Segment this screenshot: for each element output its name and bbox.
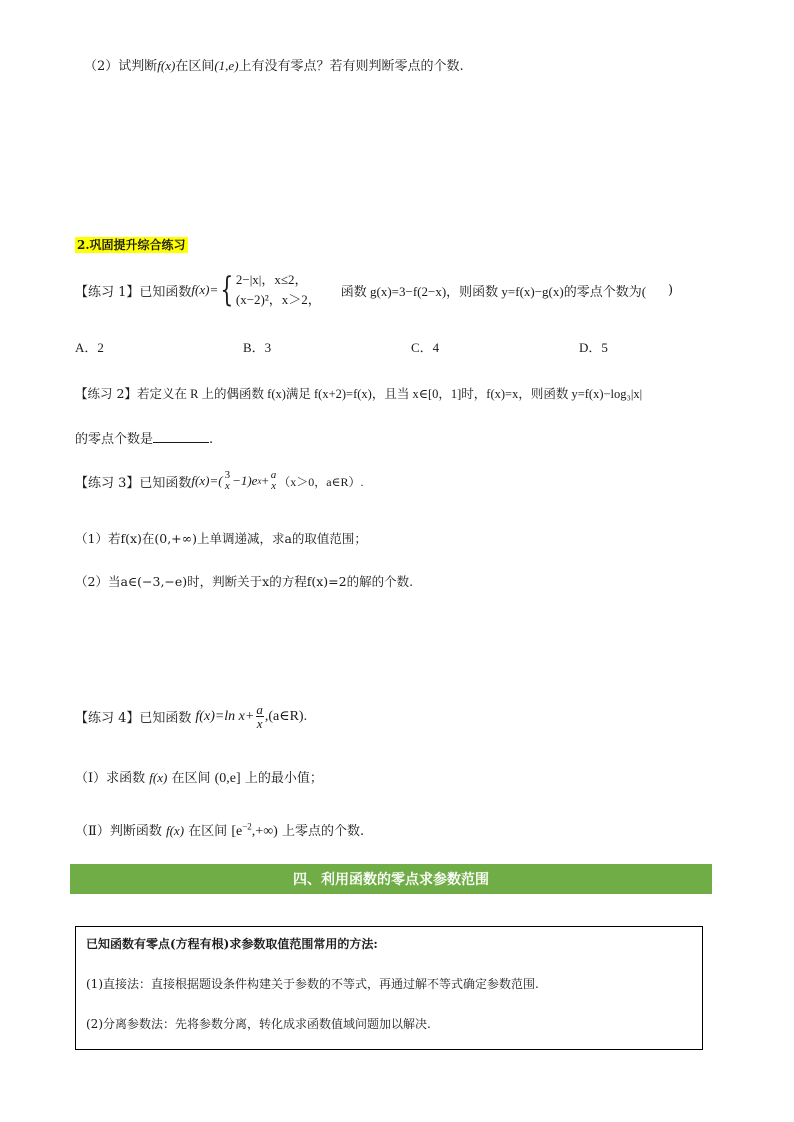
fraction: $\frac{a}{x}$ [256,702,263,731]
exercise-3: 【练习 3】 已知函数 f(x)=( 3 x −1)e x + a x （x＞0，a∈R）. [75,469,364,492]
exercise-label: 【练习 3】 [75,475,140,491]
exercise-label: 【练习 4】 [75,711,140,726]
answer-blank[interactable] [153,430,209,443]
option-c: C．4 [411,340,440,355]
exercise-2-line-2: 的零点个数是 . [75,432,214,447]
section-heading: 2.巩固提升综合练习 [77,238,186,252]
exercise-3-part-1: （1）若f(x)在(0,+∞)上单调递减，求a的取值范围； [75,531,367,546]
interval-expr: (1,e) [214,58,239,73]
exercise-3-part-2: （2）当a∈(−3,−e)时，判断关于x的方程f(x)=2的解的个数. [75,574,414,589]
question-2-line: （2）试判断f(x)在区间(1,e)上有没有零点？若有则判断零点的个数. [84,58,464,74]
exercise-2-line-1: 【练习 2】若定义在 R 上的偶函数 f(x)满足 f(x+2)=f(x)，且当 x∈[0，1]时，f(x)=x，则函数 y=f(x)−log₃|x| [75,386,643,401]
method-2: (2)分离参数法：先将参数分离，转化成求函数值域问题加以解决. [86,1017,431,1031]
exercise-label: 【练习 2】 [75,386,137,401]
left-brace: { [220,270,234,310]
option-b: B．3 [243,340,272,355]
exercise-4-part-2: （Ⅱ）判断函数 f(x) 在区间 $[e^{-2},+\infty)$ 上零点的个数. [75,821,365,839]
method-1: (1)直接法：直接根据题设条件构建关于参数的不等式，再通过解不等式确定参数范围. [86,977,539,991]
exercise-4: 【练习 4】 已知函数 f(x)=ln x+ $\frac{a}{x}$ ,(a∈R). [75,702,308,731]
fraction: a x [270,469,277,492]
exercise-4-part-1: （Ⅰ）求函数 f(x) 在区间 (0,e] 上的最小值； [75,770,323,786]
func-expr: f(x) [157,58,176,73]
methods-title: 已知函数有零点(方程有根)求参数取值范围常用的方法: [86,937,378,951]
option-d: D．5 [579,340,608,355]
option-a: A．2 [75,340,104,355]
section-banner: 四、利用函数的零点求参数范围 [70,864,712,894]
exercise-1: 【练习 1】 已知函数 f(x)= { 2−|x|，x≤2， (x−2)²，x＞2， 函数 g(x)=3−f(2−x)，则函数 y=f(x)−g(x)的零点个数为( ) [75,270,674,310]
methods-box [75,926,703,1050]
fraction: 3 x [224,469,231,492]
exercise-label: 【练习 1】 [75,284,140,300]
piecewise-function: { 2−|x|，x≤2， (x−2)²，x＞2， [220,270,321,310]
